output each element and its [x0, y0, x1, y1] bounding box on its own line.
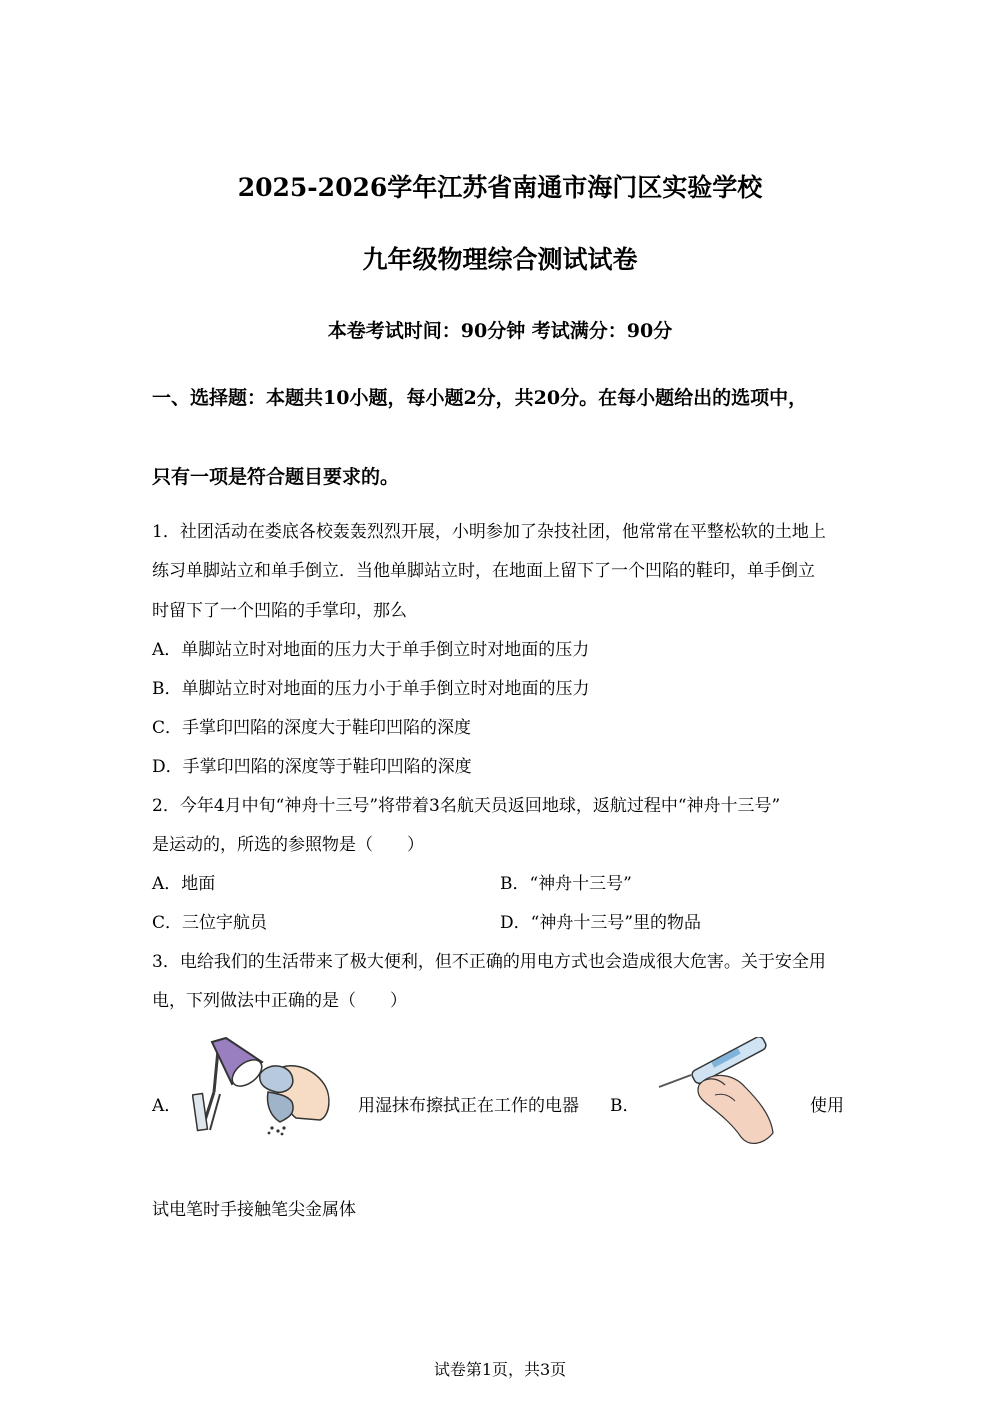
page-footer: 试卷第1页，共3页 — [433, 1360, 567, 1379]
q2-stem-line1: 2．今年4月中旬“神舟十三号”将带着3名航天员返回地球，返航过程中“神舟十三号” — [152, 796, 781, 816]
q2-option-c: C．三位宇航员 — [152, 913, 268, 933]
q2-option-d: D．“神舟十三号”里的物品 — [500, 913, 702, 933]
test-pencil-hand-icon — [655, 1037, 780, 1147]
q2-option-b: B．“神舟十三号” — [500, 874, 632, 894]
q3-option-a-text: 用湿抹布擦拭正在工作的电器 — [358, 1096, 579, 1116]
q3-stem-line1: 3．电给我们的生活带来了极大便利，但不正确的用电方式也会造成很大危害。关于安全用 — [152, 952, 826, 972]
exam-title-line2: 九年级物理综合测试试卷 — [362, 245, 638, 274]
q1-stem-line3: 时留下了一个凹陷的手掌印，那么 — [152, 601, 407, 621]
q1-option-a: A．单脚站立时对地面的压力大于单手倒立时对地面的压力 — [152, 640, 590, 660]
q1-option-b: B．单脚站立时对地面的压力小于单手倒立时对地面的压力 — [152, 679, 590, 699]
q1-stem-line2: 练习单脚站立和单手倒立．当他单脚站立时，在地面上留下了一个凹陷的鞋印，单手倒立 — [152, 561, 815, 581]
section-heading-line2: 只有一项是符合题目要求的。 — [152, 466, 400, 488]
exam-title-line1: 2025-2026学年江苏省南通市海门区实验学校 — [237, 173, 763, 202]
q3-option-a-label: A． — [152, 1096, 182, 1116]
q3-stem-line2: 电，下列做法中正确的是（ ） — [152, 991, 407, 1011]
q1-option-c: C．手掌印凹陷的深度大于鞋印凹陷的深度 — [152, 718, 472, 738]
section-heading-line1: 一、选择题：本题共10小题，每小题2分，共20分。在每小题给出的选项中， — [152, 387, 808, 409]
q3-option-b-text-start: 使用 — [810, 1096, 844, 1116]
q3-option-b-label: B． — [610, 1096, 640, 1116]
q2-option-a: A．地面 — [152, 874, 216, 894]
lamp-wet-cloth-icon — [192, 1032, 337, 1137]
q2-stem-line2: 是运动的，所选的参照物是（ ） — [152, 835, 424, 855]
q1-stem-line1: 1．社团活动在娄底各校轰轰烈烈开展，小明参加了杂技社团，他常常在平整松软的土地上 — [152, 522, 826, 542]
q3-option-b-text-cont: 试电笔时手接触笔尖金属体 — [152, 1200, 356, 1220]
q1-option-d: D．手掌印凹陷的深度等于鞋印凹陷的深度 — [152, 757, 472, 777]
exam-info: 本卷考试时间：90分钟 考试满分：90分 — [327, 320, 673, 342]
